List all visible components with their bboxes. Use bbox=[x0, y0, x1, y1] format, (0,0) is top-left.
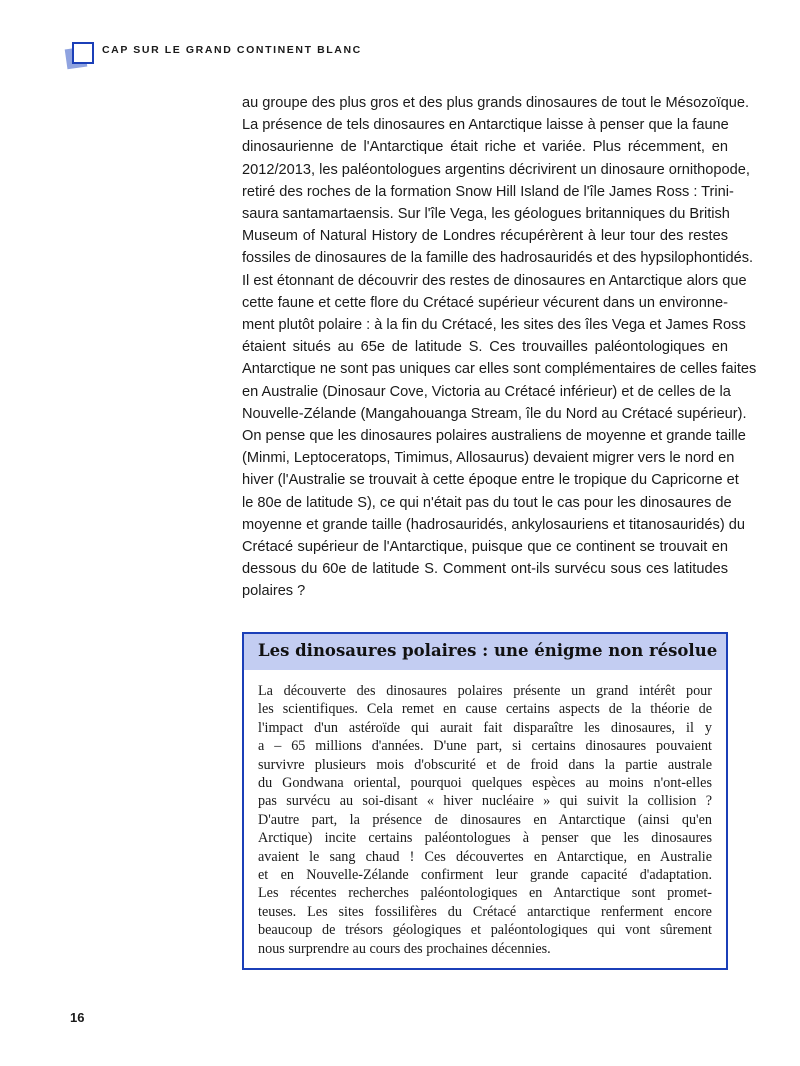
sidebar-line: les scientifiques. Cela remet en cause certains aspects de la théorie de bbox=[258, 701, 712, 718]
sidebar-line: avaient le sang chaud ! Ces découvertes en Antarctique, en Australie bbox=[258, 848, 712, 865]
sidebar-line: l'impact d'un astéroïde qui aurait fait disparaître les dinosaures, il y bbox=[258, 719, 712, 736]
body-line: étaient situés au 65e de latitude S. Ces trouvailles paléontologiques en bbox=[242, 339, 728, 356]
sidebar-box bbox=[242, 632, 728, 970]
body-line: dessous du 60e de latitude S. Comment ont-ils survécu sous ces latitudes bbox=[242, 561, 728, 578]
body-line: 2012/2013, les paléontologues argentins décrivirent un dinosaure ornithopode, bbox=[242, 161, 750, 178]
page-number: 16 bbox=[70, 1010, 85, 1025]
sidebar-line: teuses. Les sites fossilifères du Crétacé antarctique renferment encore bbox=[258, 903, 712, 920]
sidebar-title: Les dinosaures polaires : une énigme non résolue bbox=[258, 641, 718, 660]
body-line: retiré des roches de la formation Snow Hill Island de l'île James Ross : Trini- bbox=[242, 183, 734, 200]
body-line: moyenne et grande taille (hadrosauridés, ankylosauriens et titanosauridés) du bbox=[242, 516, 745, 533]
body-line: fossiles de dinosaures de la famille des hadrosauridés et des hypsilophontidés. bbox=[242, 250, 754, 267]
sidebar-line: beaucoup de trésors géologiques et paléontologiques qui vont sûrement bbox=[258, 922, 712, 939]
body-line: hiver (l'Australie se trouvait à cette époque entre le tropique du Capricorne et bbox=[242, 472, 739, 489]
body-line: en Australie (Dinosaur Cove, Victoria au Crétacé inférieur) et de celles de la bbox=[242, 383, 731, 400]
sidebar-line: D'autre part, la présence de dinosaures en Antarctique (ainsi qu'en bbox=[258, 811, 712, 828]
body-line: saura santamartaensis. Sur l'île Vega, les géologues britanniques du British bbox=[242, 206, 730, 223]
body-line: Il est étonnant de découvrir des restes de dinosaures en Antarctique alors que bbox=[242, 272, 747, 289]
body-line: Nouvelle-Zélande (Mangahouanga Stream, île du Nord au Crétacé supérieur). bbox=[242, 405, 747, 422]
body-line: La présence de tels dinosaures en Antarctique laisse à penser que la faune bbox=[242, 117, 729, 134]
body-line: Museum of Natural History de Londres récupérèrent à leur tour des restes bbox=[242, 228, 728, 245]
body-line: Crétacé supérieur de l'Antarctique, puisque que ce continent se trouvait en bbox=[242, 539, 728, 556]
sidebar-line: La découverte des dinosaures polaires présente un grand intérêt pour bbox=[258, 683, 712, 699]
sidebar-line: pas survécu au soi-disant « hiver nucléaire » qui suivit la collision ? bbox=[258, 793, 712, 810]
body-line: le 80e de latitude S), ce qui n'était pas du tout le cas pour les dinosaures de bbox=[242, 494, 732, 511]
body-line: Antarctique ne sont pas uniques car elles sont complémentaires de celles faites bbox=[242, 361, 757, 378]
sidebar-line: a – 65 millions d'années. D'une part, si certains dinosaures pouvaient bbox=[258, 738, 712, 755]
body-paragraph bbox=[242, 92, 757, 603]
sidebar-line: du Gondwana oriental, pourquoi quelques espèces au moins n'ont-elles bbox=[258, 775, 712, 792]
sidebar-line: nous surprendre au cours des prochaines décennies. bbox=[258, 940, 551, 957]
body-line: On pense que les dinosaures polaires australiens de moyenne et grande taille bbox=[242, 428, 746, 445]
sidebar-line: Les récentes recherches paléontologiques en Antarctique sont promet- bbox=[258, 885, 712, 902]
body-line: (Minmi, Leptoceratops, Timimus, Allosaurus) devaient migrer vers le nord en bbox=[242, 450, 735, 467]
body-line: polaires ? bbox=[242, 583, 306, 600]
body-line: au groupe des plus gros et des plus grands dinosaures de tout le Mésozoïque. bbox=[242, 95, 750, 111]
body-line: cette faune et cette flore du Crétacé supérieur vécurent dans un environne- bbox=[242, 294, 728, 311]
running-header: CAP SUR LE GRAND CONTINENT BLANC bbox=[102, 44, 362, 56]
logo-square-front bbox=[72, 42, 94, 64]
sidebar-title-band bbox=[244, 634, 726, 670]
body-line: dinosaurienne de l'Antarctique était riche et variée. Plus récemment, en bbox=[242, 139, 728, 156]
sidebar-line: Arctique) incite certains paléontologues à penser que les dinosaures bbox=[258, 830, 712, 847]
sidebar-paragraph bbox=[258, 682, 712, 958]
sidebar-line: et en Nouvelle-Zélande confirment leur grande capacité d'adaptation. bbox=[258, 867, 712, 884]
body-line: ment plutôt polaire : à la fin du Crétacé, les sites des îles Vega et James Ross bbox=[242, 317, 746, 334]
sidebar-line: survivre plusieurs mois d'obscurité et de froid dans la partie australe bbox=[258, 756, 712, 773]
chapter-logo bbox=[66, 40, 96, 70]
